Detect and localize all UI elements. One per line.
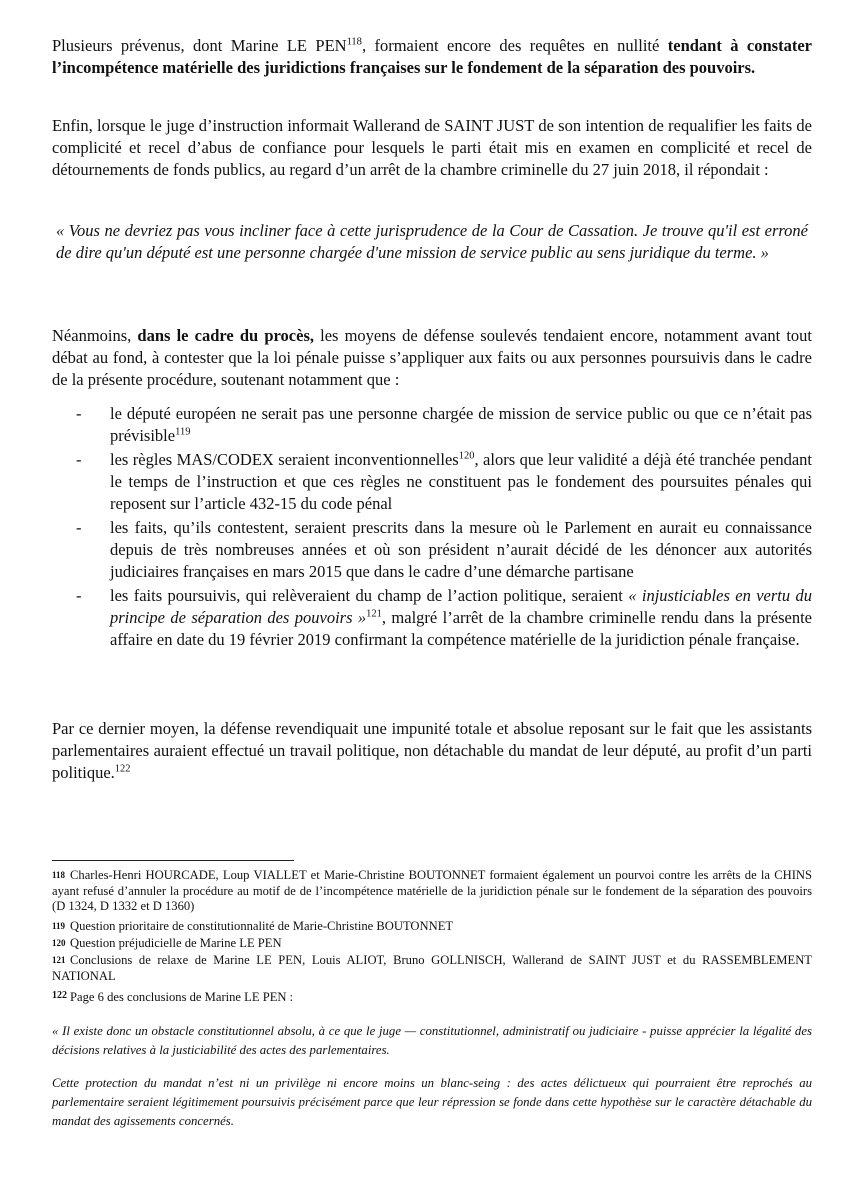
footnote-number: 121 bbox=[52, 955, 66, 965]
list-item bbox=[52, 449, 812, 515]
footnote-quote-text: « Il existe donc un obstacle constitutionnel absolu, à ce que le juge — constitutionnel, administratif ou judiciaire - puisse apprécier la légalité des décisions relatives à la justiciabilité des actes des parlementaires. bbox=[52, 1024, 812, 1057]
paragraph-requalification bbox=[52, 115, 812, 181]
list-item-text: , malgré l’arrêt de la chambre criminelle rendu dans la présente affaire en date du 19 février 2019 confirmant la compétence matérielle de la juridiction pénale française. bbox=[110, 608, 813, 649]
footnote-ref-119[interactable]: 119 bbox=[175, 426, 191, 438]
footnote-122 bbox=[52, 988, 812, 1006]
paragraph-text: Plusieurs prévenus, dont Marine LE PEN bbox=[52, 36, 347, 55]
paragraph-text: Néanmoins, bbox=[52, 326, 138, 345]
list-dash: - bbox=[76, 450, 82, 469]
paragraph-impunity bbox=[52, 718, 812, 784]
paragraph-text: , formaient encore des requêtes en nullité bbox=[361, 36, 668, 55]
footnote-ref-121[interactable]: 121 bbox=[366, 608, 382, 620]
list-item bbox=[52, 517, 812, 583]
footnote-119 bbox=[52, 919, 812, 935]
paragraph-trial-defenses bbox=[52, 325, 812, 391]
footnote-number: 120 bbox=[52, 938, 66, 948]
list-dash: - bbox=[76, 586, 82, 605]
list-item-text: les faits, qu’ils contestent, seraient prescrits dans la mesure où le Parlement en aurait eu connaissance depuis de très nombreuses années et où son président n’aurait décidé de les dénoncer aux autorités judiciaires françaises en mars 2015 que dans le cadre d’une démarche partisane bbox=[110, 518, 812, 581]
footnote-ref-120[interactable]: 120 bbox=[458, 450, 475, 462]
footnote-text: Question préjudicielle de Marine LE PEN bbox=[70, 936, 282, 950]
footnote-number: 119 bbox=[52, 921, 66, 931]
footnote-ref-122[interactable]: 122 bbox=[114, 763, 131, 775]
list-item bbox=[52, 403, 812, 447]
defense-arguments-list bbox=[52, 403, 812, 653]
footnote-120 bbox=[52, 936, 812, 952]
paragraph-text: Enfin, lorsque le juge d’instruction informait Wallerand de SAINT JUST de son intention de requalifier les faits de complicité et recel d’abus de confiance pour lesquels le parti était mis en examen en complicité et recel de détournements de fonds publics, au regard d’un arrêt de la chambre criminelle du 27 juin 2018, il répondait : bbox=[52, 116, 812, 179]
list-item-text: les faits poursuivis, qui relèveraient du champ de l’action politique, seraient bbox=[110, 586, 629, 605]
footnote-121 bbox=[52, 953, 812, 984]
footnote-text: Question prioritaire de constitutionnalité de Marie-Christine BOUTONNET bbox=[70, 919, 454, 933]
paragraph-text: les moyens de défense soulevés tendaient encore, notamment avant tout débat au fond, à contester que la loi pénale puisse s’appliquer aux faits ou aux personnes poursuivis dans le cadre de la présente procédure, soutenant notamment que : bbox=[52, 326, 813, 389]
bold-emphasis: dans le cadre du procès, bbox=[137, 326, 314, 345]
list-item-text: , alors que leur validité a déjà été tranchée pendant le temps de l’instruction et que ces règles ne constituent pas le fondement des poursuites pénales qui reposent sur l’article 432-15 du code pénal bbox=[110, 450, 812, 513]
footnote-text: Conclusions de relaxe de Marine LE PEN, Louis ALIOT, Bruno GOLLNISCH, Wallerand de SAINT JUST et du RASSEMBLEMENT NATIONAL bbox=[52, 953, 812, 983]
list-dash: - bbox=[76, 404, 82, 423]
bold-emphasis: tendant à constater l’incompétence matérielle des juridictions françaises sur le fondement de la séparation des pouvoirs. bbox=[52, 36, 812, 77]
footnote-number: 122 bbox=[52, 990, 67, 1001]
footnote-quote-part-1 bbox=[52, 1022, 812, 1060]
paragraph-nullity-requests bbox=[52, 35, 812, 79]
paragraph-text: Par ce dernier moyen, la défense revendiquait une impunité totale et absolue reposant sur le fait que les assistants parlementaires auraient effectué un travail politique, non détachable du mandat de leur député, au profit d’un parti politique. bbox=[52, 719, 812, 782]
footnote-separator bbox=[52, 860, 294, 861]
quote-text: « Vous ne devriez pas vous incliner face à cette jurisprudence de la Cour de Cassation. Je trouve qu'il est erroné de dire qu'un député est une personne chargée d'une mission de service public au sens juridique du terme. » bbox=[56, 221, 808, 262]
footnote-118 bbox=[52, 868, 812, 915]
footnote-text: Charles-Henri HOURCADE, Loup VIALLET et Marie-Christine BOUTONNET formaient également un pourvoi contre les arrêts de la CHINS ayant refusé d’annuler la procédure au motif de de l’incompétence matérielle de la juridiction pénale sur le fondement de la séparation des pouvoirs (D 1324, D 1332 et D 1360) bbox=[52, 868, 812, 913]
quote-saint-just bbox=[56, 220, 808, 264]
list-item-text: les règles MAS/CODEX seraient inconventionnelles bbox=[110, 450, 459, 469]
footnote-ref-118[interactable]: 118 bbox=[346, 36, 362, 48]
list-dash: - bbox=[76, 518, 82, 537]
footnote-quote-part-2 bbox=[52, 1074, 812, 1131]
list-item-text: le député européen ne serait pas une personne chargée de mission de service public ou que ce n’était pas prévisible bbox=[110, 404, 812, 445]
footnote-number: 118 bbox=[52, 870, 66, 880]
footnote-quote-text: Cette protection du mandat n’est ni un privilège ni encore moins un blanc-seing : des actes délictueux qui pourraient être reprochés au parlementaire seraient légitimement poursuivis précisément parce que leur répression se fonde dans cette hypothèse sur le caractère détachable du mandat des agissements concernés. bbox=[52, 1076, 812, 1128]
italic-quote: « injusticiables en vertu du principe de séparation des pouvoirs » bbox=[110, 586, 812, 627]
footnote-text: Page 6 des conclusions de Marine LE PEN : bbox=[70, 990, 294, 1004]
list-item bbox=[52, 585, 812, 651]
